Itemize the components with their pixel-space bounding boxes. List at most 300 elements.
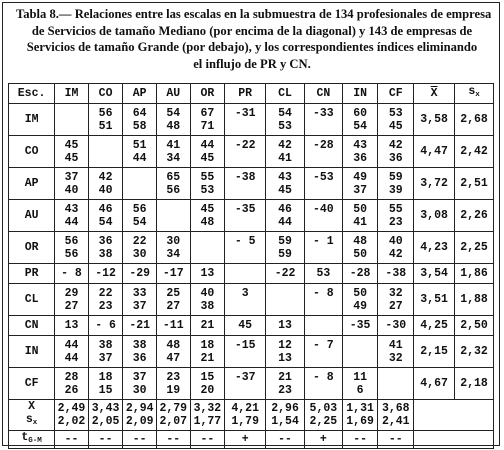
cell-value: 46 bbox=[278, 202, 292, 216]
cell-value: 23 bbox=[98, 299, 113, 313]
table-row-in bbox=[9, 336, 494, 368]
table-cell bbox=[225, 104, 266, 136]
stats-cell bbox=[190, 400, 225, 431]
stats-row bbox=[9, 400, 494, 431]
cell-value: 55 bbox=[200, 170, 215, 184]
table-cell bbox=[190, 316, 225, 336]
table-cell bbox=[266, 316, 305, 336]
table-cell bbox=[190, 136, 225, 168]
cell-value: 21 bbox=[200, 351, 215, 365]
cell-value: 53 bbox=[388, 106, 403, 120]
table-cell bbox=[88, 316, 123, 336]
table-cell bbox=[304, 316, 342, 336]
table-row-co bbox=[9, 136, 494, 168]
cell-value: -21 bbox=[129, 319, 151, 332]
cell-value: 33 bbox=[132, 286, 147, 300]
column-header-ap: AP bbox=[123, 84, 157, 104]
cell-value: 45 bbox=[278, 183, 292, 197]
cell-value: 38 bbox=[98, 338, 113, 352]
column-header-in: IN bbox=[342, 84, 378, 104]
table-cell bbox=[123, 168, 157, 200]
stats-value: 4,21 bbox=[231, 402, 259, 415]
tgm-value: -- bbox=[156, 431, 190, 449]
cell-value bbox=[157, 203, 190, 216]
cell-value: -35 bbox=[349, 319, 371, 332]
table-cell bbox=[304, 284, 342, 316]
cell-value: 36 bbox=[388, 151, 403, 165]
table-cell bbox=[123, 264, 157, 284]
cell-value: 36 bbox=[132, 351, 147, 365]
cell-value: 49 bbox=[353, 299, 367, 313]
row-mean: 4,47 bbox=[414, 136, 455, 168]
table-cell bbox=[190, 104, 225, 136]
cell-value: 30 bbox=[132, 383, 147, 397]
cell-value: 42 bbox=[388, 247, 403, 261]
cell-value: 27 bbox=[388, 299, 403, 313]
column-header-or: OR bbox=[190, 84, 225, 104]
row-sd: 2,68 bbox=[455, 104, 494, 136]
row-mean: 2,15 bbox=[414, 336, 455, 368]
table-cell bbox=[123, 232, 157, 264]
stats-value: 2,49 bbox=[57, 402, 86, 415]
cell-value: 49 bbox=[353, 170, 367, 184]
cell-value: -28 bbox=[313, 138, 334, 152]
stats-cell bbox=[123, 400, 157, 431]
stats-value: 1,79 bbox=[231, 415, 259, 428]
cell-value: 12 bbox=[278, 338, 292, 352]
cell-value: 13 bbox=[64, 319, 79, 332]
cell-value: 64 bbox=[132, 106, 147, 120]
table-cell bbox=[156, 104, 190, 136]
cell-value: 50 bbox=[353, 202, 367, 216]
cell-value bbox=[123, 184, 156, 197]
table-cell bbox=[225, 368, 266, 400]
table-cell bbox=[190, 368, 225, 400]
stats-cell bbox=[342, 400, 378, 431]
cell-value: 47 bbox=[166, 351, 181, 365]
column-header-mean: $\overline{X}$ bbox=[414, 84, 455, 104]
cell-value bbox=[343, 352, 378, 365]
cell-value: 58 bbox=[132, 119, 147, 133]
cell-value bbox=[225, 384, 265, 397]
table-cell bbox=[88, 200, 123, 232]
cell-value bbox=[305, 216, 342, 229]
cell-value: 21 bbox=[200, 319, 215, 332]
table-cell bbox=[342, 200, 378, 232]
cell-value bbox=[89, 152, 123, 165]
cell-value: 44 bbox=[64, 338, 79, 352]
row-label: AP bbox=[9, 168, 55, 200]
cell-value: 34 bbox=[166, 151, 181, 165]
cell-value: -22 bbox=[234, 138, 256, 152]
cell-value: -28 bbox=[349, 267, 371, 280]
table-cell bbox=[304, 104, 342, 136]
tgm-value: -- bbox=[266, 431, 305, 449]
table-cell bbox=[156, 136, 190, 168]
corner-header: Esc. bbox=[9, 84, 55, 104]
table-cell bbox=[342, 136, 378, 168]
cell-value: 59 bbox=[278, 234, 292, 248]
row-mean: 3,51 bbox=[414, 284, 455, 316]
table-cell bbox=[342, 336, 378, 368]
row-sd: 2,25 bbox=[455, 232, 494, 264]
cell-value: 54 bbox=[132, 215, 147, 229]
row-mean: 4,23 bbox=[414, 232, 455, 264]
table-cell bbox=[225, 336, 266, 368]
stats-value: 2,09 bbox=[125, 415, 154, 428]
stats-cell bbox=[156, 400, 190, 431]
table-cell bbox=[378, 136, 414, 168]
cell-value: 56 bbox=[98, 106, 113, 120]
cell-value: 46 bbox=[98, 202, 113, 216]
cell-value: 20 bbox=[200, 383, 215, 397]
cell-value: 38 bbox=[132, 338, 147, 352]
table-cell bbox=[225, 316, 266, 336]
cell-value: 43 bbox=[353, 138, 367, 152]
table-cell bbox=[190, 264, 225, 284]
cell-value bbox=[225, 120, 265, 133]
table-cell bbox=[123, 316, 157, 336]
cell-value: 55 bbox=[388, 202, 403, 216]
cell-value bbox=[266, 300, 304, 313]
cell-value: 44 bbox=[64, 351, 79, 365]
cell-value: 41 bbox=[388, 338, 403, 352]
cell-value: -40 bbox=[313, 202, 334, 216]
cell-value: 60 bbox=[353, 106, 367, 120]
cell-value: 44 bbox=[200, 138, 215, 152]
stats-value: 2,02 bbox=[57, 415, 86, 428]
column-header-cn: CN bbox=[304, 84, 342, 104]
cell-value: 45 bbox=[388, 119, 403, 133]
cell-value: 41 bbox=[278, 151, 292, 165]
table-cell bbox=[225, 232, 266, 264]
cell-value: 32 bbox=[388, 351, 403, 365]
cell-value: 36 bbox=[98, 234, 113, 248]
cell-value bbox=[225, 267, 265, 280]
stats-value: 2,96 bbox=[271, 402, 299, 415]
table-cell bbox=[378, 104, 414, 136]
table-cell bbox=[156, 316, 190, 336]
table-cell bbox=[304, 336, 342, 368]
table-cell bbox=[266, 136, 305, 168]
row-label: CL bbox=[9, 284, 55, 316]
cell-value: -53 bbox=[313, 170, 334, 184]
tgm-value: -- bbox=[342, 431, 378, 449]
table-cell bbox=[156, 168, 190, 200]
cell-value: 48 bbox=[353, 234, 367, 248]
cell-value bbox=[225, 184, 265, 197]
stats-cell bbox=[266, 400, 305, 431]
cell-value: 19 bbox=[166, 383, 181, 397]
row-mean: 3,72 bbox=[414, 168, 455, 200]
cell-value: - 6 bbox=[95, 319, 116, 332]
cell-value: 40 bbox=[388, 234, 403, 248]
table-cell bbox=[55, 336, 89, 368]
caption-line-4: el influjo de PR y CN. bbox=[193, 56, 311, 71]
cell-value bbox=[225, 152, 265, 165]
cell-value bbox=[305, 248, 342, 261]
cell-value: 22 bbox=[98, 286, 113, 300]
table-cell bbox=[266, 284, 305, 316]
cell-value: 23 bbox=[388, 215, 403, 229]
stats-value: 2,07 bbox=[159, 415, 188, 428]
table-row-cl bbox=[9, 284, 494, 316]
cell-value bbox=[191, 235, 225, 248]
table-cell bbox=[304, 368, 342, 400]
table-cell bbox=[266, 368, 305, 400]
cell-value: 67 bbox=[200, 106, 215, 120]
table-row-or bbox=[9, 232, 494, 264]
table-cell bbox=[225, 168, 266, 200]
cell-value: -15 bbox=[234, 338, 256, 352]
cell-value: 37 bbox=[132, 299, 147, 313]
stats-value: 1,31 bbox=[346, 402, 374, 415]
cell-value: 37 bbox=[353, 183, 367, 197]
stats-value: 3,43 bbox=[91, 402, 120, 415]
table-cell bbox=[225, 200, 266, 232]
table-row-ap bbox=[9, 168, 494, 200]
table-cell bbox=[378, 284, 414, 316]
cell-value: 40 bbox=[64, 183, 79, 197]
cell-value bbox=[378, 384, 413, 397]
table-cell bbox=[55, 136, 89, 168]
table-cell bbox=[304, 264, 342, 284]
table-row-cf bbox=[9, 368, 494, 400]
table-cell bbox=[304, 200, 342, 232]
cell-value: 71 bbox=[200, 119, 215, 133]
row-label: IN bbox=[9, 336, 55, 368]
row-mean: 3,58 bbox=[414, 104, 455, 136]
table-row-pr bbox=[9, 264, 494, 284]
stats-value: 2,05 bbox=[91, 415, 120, 428]
column-header-cl: CL bbox=[266, 84, 305, 104]
cell-value: 39 bbox=[388, 183, 403, 197]
cell-value: 54 bbox=[278, 106, 292, 120]
cell-value bbox=[157, 216, 190, 229]
stats-value: 3,68 bbox=[381, 402, 410, 415]
cell-value: - 8 bbox=[61, 267, 82, 280]
stats-cell bbox=[225, 400, 266, 431]
cell-value: 37 bbox=[98, 351, 113, 365]
cell-value: 45 bbox=[238, 319, 253, 332]
cell-value: 51 bbox=[98, 119, 113, 133]
row-sd: 2,50 bbox=[455, 316, 494, 336]
row-sd: 2,18 bbox=[455, 368, 494, 400]
row-mean: 3,54 bbox=[414, 264, 455, 284]
table-cell bbox=[342, 368, 378, 400]
table-cell bbox=[378, 232, 414, 264]
cell-value: -33 bbox=[313, 106, 334, 120]
caption-line-3: Servicios de tamaño Grande (por debajo), y los correspondientes índices eliminando bbox=[26, 40, 478, 54]
cell-value bbox=[305, 352, 342, 365]
cell-value bbox=[343, 339, 378, 352]
cell-value: -35 bbox=[234, 202, 256, 216]
cell-value: 25 bbox=[166, 286, 181, 300]
table-cell bbox=[266, 168, 305, 200]
cell-value bbox=[225, 300, 265, 313]
row-sd: 2,26 bbox=[455, 200, 494, 232]
table-cell bbox=[123, 336, 157, 368]
cell-value: 42 bbox=[388, 138, 403, 152]
row-label: CN bbox=[9, 316, 55, 336]
table-cell bbox=[342, 316, 378, 336]
cell-value: 34 bbox=[166, 247, 181, 261]
cell-value: 11 bbox=[353, 370, 367, 384]
column-header-cf: CF bbox=[378, 84, 414, 104]
cell-value: 43 bbox=[64, 202, 79, 216]
cell-value bbox=[266, 287, 304, 300]
stats-cell bbox=[304, 400, 342, 431]
row-sd: 1,88 bbox=[455, 284, 494, 316]
cell-value: 54 bbox=[166, 106, 181, 120]
caption-title-label: Tabla 8.— bbox=[16, 7, 72, 21]
table-cell bbox=[55, 168, 89, 200]
tgm-value: -- bbox=[378, 431, 414, 449]
stats-value: 2,94 bbox=[125, 402, 154, 415]
cell-value: 13 bbox=[278, 319, 292, 332]
stats-blank bbox=[414, 400, 494, 431]
table-cell bbox=[342, 284, 378, 316]
stats-value: 1,77 bbox=[193, 415, 222, 428]
cell-value: 53 bbox=[200, 183, 215, 197]
table-cell bbox=[190, 232, 225, 264]
table-cell bbox=[55, 232, 89, 264]
header-row bbox=[9, 84, 494, 104]
table-cell bbox=[378, 200, 414, 232]
tgm-value: -- bbox=[123, 431, 157, 449]
cell-value bbox=[89, 139, 123, 152]
cell-value: 13 bbox=[278, 351, 292, 365]
table-cell bbox=[342, 104, 378, 136]
row-mean: 4,25 bbox=[414, 316, 455, 336]
table-cell bbox=[123, 368, 157, 400]
cell-value: -29 bbox=[129, 267, 151, 280]
cell-value: 29 bbox=[64, 286, 79, 300]
table-cell bbox=[55, 316, 89, 336]
row-sd: 1,86 bbox=[455, 264, 494, 284]
cell-value: -17 bbox=[162, 267, 184, 280]
table-cell bbox=[123, 284, 157, 316]
table-cell bbox=[225, 136, 266, 168]
cell-value: 21 bbox=[278, 370, 292, 384]
cell-value: - 5 bbox=[234, 234, 256, 248]
table-cell bbox=[190, 284, 225, 316]
cell-value: 36 bbox=[353, 151, 367, 165]
cell-value: 65 bbox=[166, 170, 181, 184]
table-row-au bbox=[9, 200, 494, 232]
cell-value bbox=[305, 300, 342, 313]
cell-value bbox=[305, 120, 342, 133]
cell-value: -12 bbox=[95, 267, 116, 280]
stats-cell bbox=[55, 400, 89, 431]
cell-value bbox=[225, 248, 265, 261]
row-mean: 4,67 bbox=[414, 368, 455, 400]
table-cell bbox=[304, 168, 342, 200]
cell-value: 41 bbox=[353, 215, 367, 229]
cell-value: 45 bbox=[200, 202, 215, 216]
table-cell bbox=[378, 316, 414, 336]
cell-value: 50 bbox=[353, 247, 367, 261]
table-cell bbox=[378, 168, 414, 200]
cell-value: 28 bbox=[64, 370, 79, 384]
cell-value: 56 bbox=[64, 234, 79, 248]
row-label: OR bbox=[9, 232, 55, 264]
cell-value: 40 bbox=[98, 183, 113, 197]
cell-value: 27 bbox=[166, 299, 181, 313]
stats-cell bbox=[378, 400, 414, 431]
tgm-value: -- bbox=[55, 431, 89, 449]
table-cell bbox=[156, 336, 190, 368]
column-header-au: AU bbox=[156, 84, 190, 104]
table-cell bbox=[266, 104, 305, 136]
table-cell bbox=[55, 104, 89, 136]
tgm-value: + bbox=[225, 431, 266, 449]
stats-row-label: $\overline{X}$ $s_x$ bbox=[9, 400, 55, 431]
table-cell bbox=[190, 168, 225, 200]
cell-value bbox=[225, 216, 265, 229]
cell-value: 3 bbox=[241, 286, 249, 300]
cell-value: 44 bbox=[64, 215, 79, 229]
cell-value bbox=[305, 152, 342, 165]
cell-value: 15 bbox=[98, 383, 113, 397]
cell-value: 45 bbox=[64, 151, 79, 165]
cell-value: 42 bbox=[278, 138, 292, 152]
table-row-cn bbox=[9, 316, 494, 336]
cell-value: 48 bbox=[166, 338, 181, 352]
cell-value: - 1 bbox=[313, 234, 334, 248]
cell-value: -31 bbox=[234, 106, 256, 120]
cell-value: 6 bbox=[356, 383, 364, 397]
cell-value: -38 bbox=[234, 170, 256, 184]
tgm-value: -- bbox=[88, 431, 123, 449]
cell-value: -30 bbox=[385, 319, 407, 332]
table-cell bbox=[378, 264, 414, 284]
cell-value: 30 bbox=[132, 247, 147, 261]
table-cell bbox=[266, 264, 305, 284]
cell-value: 30 bbox=[166, 234, 181, 248]
cell-value: 59 bbox=[278, 247, 292, 261]
row-label: CF bbox=[9, 368, 55, 400]
table-cell bbox=[342, 232, 378, 264]
table-cell bbox=[378, 368, 414, 400]
cell-value: 51 bbox=[132, 138, 147, 152]
table-cell bbox=[266, 336, 305, 368]
cell-value: -22 bbox=[274, 267, 296, 280]
cell-value: 23 bbox=[278, 383, 292, 397]
table-cell bbox=[156, 200, 190, 232]
cell-value: 41 bbox=[166, 138, 181, 152]
stats-value: 1,69 bbox=[346, 415, 374, 428]
table-cell bbox=[266, 232, 305, 264]
cell-value: 15 bbox=[200, 370, 215, 384]
stats-value: 3,32 bbox=[193, 402, 222, 415]
table-row-im bbox=[9, 104, 494, 136]
row-sd: 2,51 bbox=[455, 168, 494, 200]
cell-value: 22 bbox=[132, 234, 147, 248]
cell-value: 43 bbox=[278, 170, 292, 184]
cell-value: 44 bbox=[132, 151, 147, 165]
stats-value: 2,25 bbox=[309, 415, 338, 428]
caption-line-1: Relaciones entre las escalas en la submuestra de 134 profesionales de empresa bbox=[74, 7, 492, 21]
cell-value: -38 bbox=[385, 267, 407, 280]
table-cell bbox=[266, 200, 305, 232]
table-cell bbox=[190, 200, 225, 232]
tgm-value: + bbox=[304, 431, 342, 449]
cell-value: - 8 bbox=[313, 370, 334, 384]
table-cell bbox=[156, 232, 190, 264]
stats-value: 2,41 bbox=[381, 415, 410, 428]
cell-value: 26 bbox=[64, 383, 79, 397]
